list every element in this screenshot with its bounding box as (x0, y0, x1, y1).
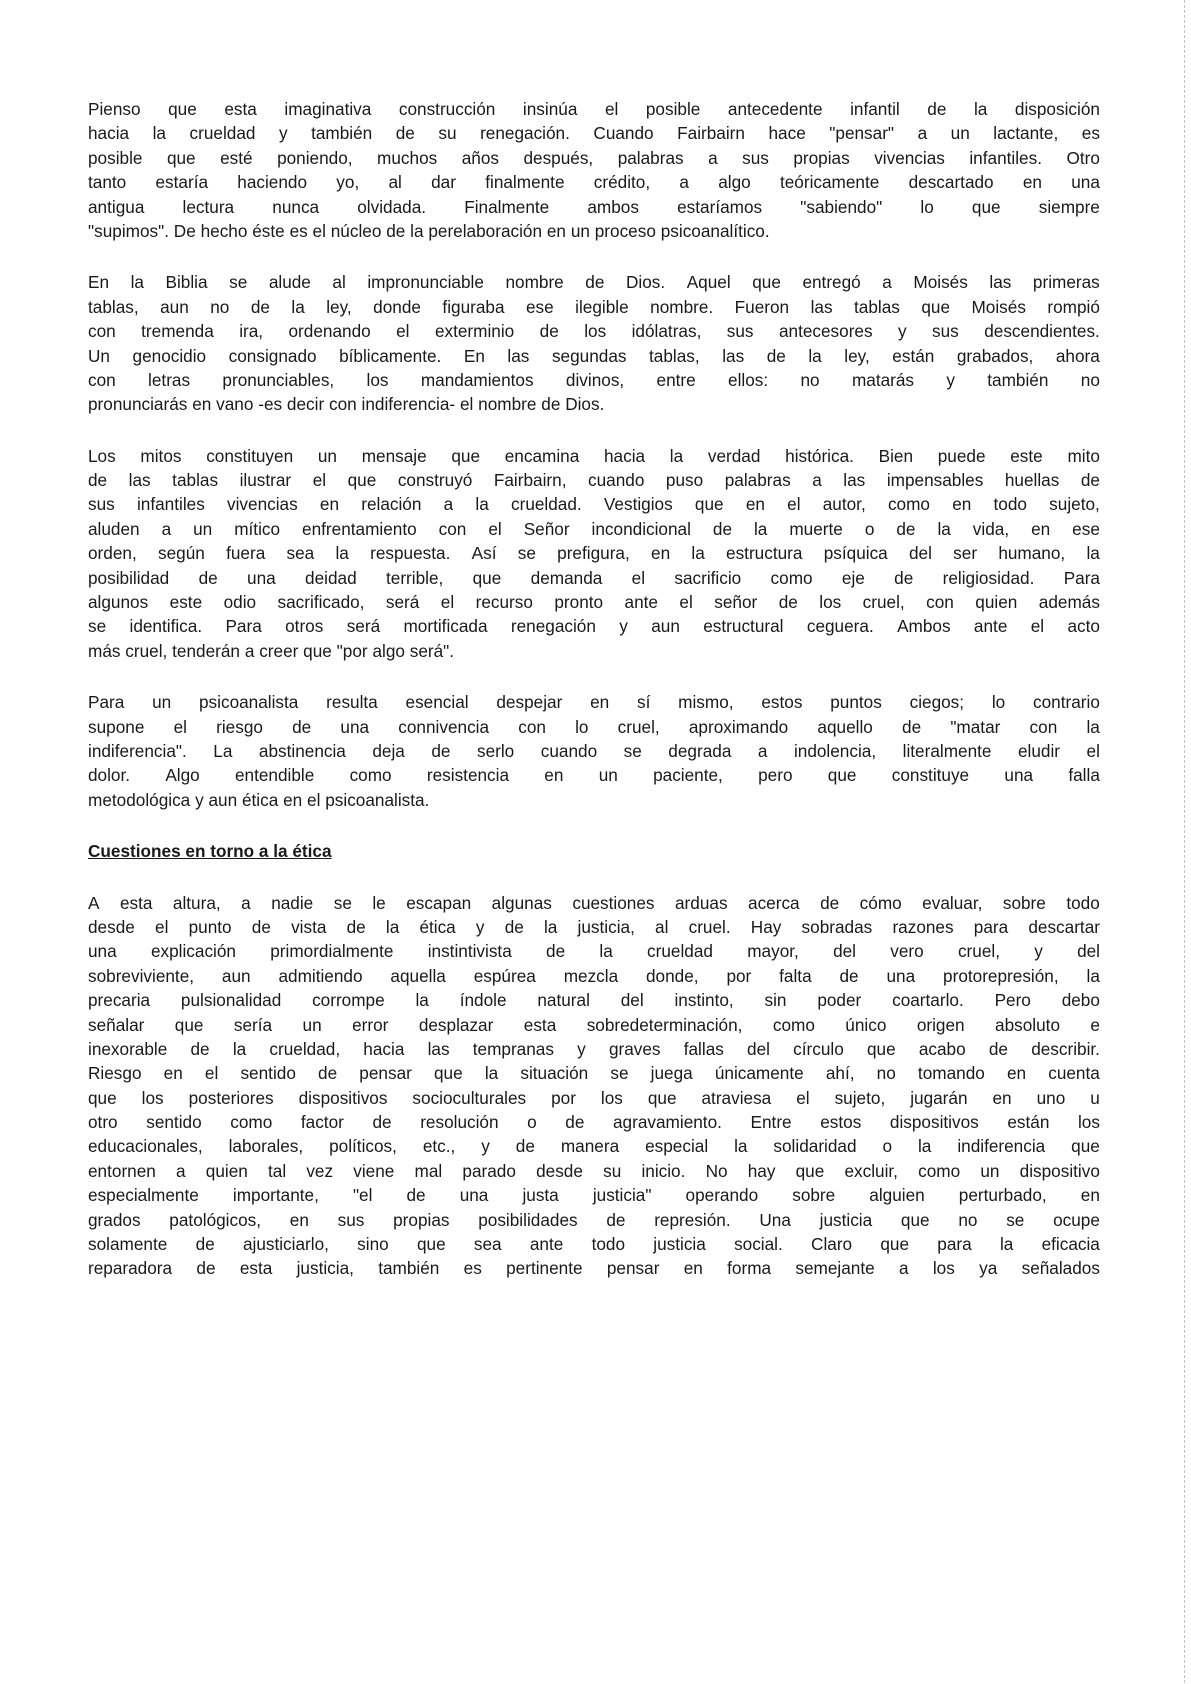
text-line: una explicación primordialmente instintivista de la crueldad mayor, del vero cruel, y del (88, 941, 1100, 962)
text-line: posible que esté poniendo, muchos años después, palabras a sus propias vivencias infantiles. Otro (88, 147, 1100, 168)
text-line: Pienso que esta imaginativa construcción insinúa el posible antecedente infantil de la disposición (88, 99, 1100, 119)
text-line: aluden a un mítico enfrentamiento con el Señor incondicional de la muerte o de la vida, en ese (88, 518, 1100, 539)
text-line: orden, según fuera sea la respuesta. Así se prefigura, en la estructura psíquica del ser humano, la (88, 543, 1100, 564)
text-line: grados patológicos, en sus propias posibilidades de represión. Una justicia que no se ocupe (88, 1209, 1100, 1230)
text-line: Para un psicoanalista resulta esencial despejar en sí mismo, estos puntos ciegos; lo contrario (88, 692, 1100, 713)
text-line: entornen a quien tal vez viene mal parado desde su inicio. No hay que excluir, como un dispositivo (88, 1160, 1100, 1181)
text-line: reparadora de esta justicia, también es pertinente pensar en forma semejante a los ya señalados (88, 1258, 1100, 1279)
text-line: que los posteriores dispositivos socioculturales por los que atraviesa el sujeto, jugarán en uno u (88, 1087, 1100, 1108)
text-line: A esta altura, a nadie se le escapan algunas cuestiones arduas acerca de cómo evaluar, sobre todo (88, 892, 1100, 913)
text-line: En la Biblia se alude al impronunciable nombre de Dios. Aquel que entregó a Moisés las primeras (88, 272, 1100, 293)
paragraph-3 (88, 444, 1100, 664)
text-line: Los mitos constituyen un mensaje que encamina hacia la verdad histórica. Bien puede este mito (88, 445, 1100, 466)
text-line: con tremenda ira, ordenando el exterminio de los idólatras, sus antecesores y sus descendientes. (88, 321, 1100, 342)
text-line: tablas, aun no de la ley, donde figuraba ese ilegible nombre. Fueron las tablas que Moisés rompió (88, 296, 1100, 317)
text-line: antigua lectura nunca olvidada. Finalmente ambos estaríamos "sabiendo" lo que siempre (88, 196, 1100, 217)
scan-edge-line (1184, 0, 1185, 1684)
text-line: posibilidad de una deidad terrible, que demanda el sacrificio como eje de religiosidad. Para (88, 567, 1100, 588)
text-line: Riesgo en el sentido de pensar que la situación se juega únicamente ahí, no tomando en cuenta (88, 1063, 1100, 1084)
text-line: señalar que sería un error desplazar esta sobredeterminación, como único origen absoluto e (88, 1014, 1100, 1035)
text-line: supone el riesgo de una connivencia con lo cruel, aproximando aquello de "matar con la (88, 716, 1100, 737)
text-line: se identifica. Para otros será mortificada renegación y aun estructural ceguera. Ambos ante el acto (88, 616, 1100, 637)
text-line: dolor. Algo entendible como resistencia en un paciente, pero que constituye una falla (88, 765, 1100, 786)
paragraph-2 (88, 270, 1100, 416)
text-line: de las tablas ilustrar el que construyó Fairbairn, cuando puso palabras a las impensables huellas de (88, 470, 1100, 491)
text-line: algunos este odio sacrificado, será el recurso pronto ante el señor de los cruel, con quien además (88, 592, 1100, 613)
text-line: "supimos". De hecho éste es el núcleo de la perelaboración en un proceso psicoanalítico. (88, 220, 770, 241)
text-line: solamente de ajusticiarlo, sino que sea ante todo justicia social. Claro que para la eficacia (88, 1234, 1100, 1255)
paragraph-5 (88, 891, 1100, 1281)
text-line: hacia la crueldad y también de su renegación. Cuando Fairbairn hace "pensar" a un lactante, es (88, 123, 1100, 144)
text-line: Un genocidio consignado bíblicamente. En las segundas tablas, las de la ley, están grabados, ahora (88, 345, 1100, 366)
section-heading: Cuestiones en torno a la ética (88, 841, 332, 862)
text-line: sus infantiles vivencias en relación a la crueldad. Vestigios que en el autor, como en todo sujeto, (88, 494, 1100, 515)
text-line: desde el punto de vista de la ética y de la justicia, al cruel. Hay sobradas razones para descartar (88, 916, 1100, 937)
text-line: más cruel, tenderán a creer que "por algo será". (88, 640, 455, 661)
paragraph-4 (88, 690, 1100, 812)
document-body (88, 97, 1100, 1281)
text-line: tanto estaría haciendo yo, al dar finalmente crédito, a algo teóricamente descartado en una (88, 172, 1100, 193)
text-line: especialmente importante, "el de una justa justicia" operando sobre alguien perturbado, en (88, 1185, 1100, 1206)
text-line: metodológica y aun ética en el psicoanalista. (88, 789, 430, 810)
text-line: otro sentido como factor de resolución o de agravamiento. Entre estos dispositivos están los (88, 1112, 1100, 1133)
text-line: con letras pronunciables, los mandamientos divinos, entre ellos: no matarás y también no (88, 369, 1100, 390)
paragraph-1 (88, 97, 1100, 243)
text-line: sobreviviente, aun admitiendo aquella espúrea mezcla donde, por falta de una protorepresión, la (88, 965, 1100, 986)
text-line: educacionales, laborales, políticos, etc., y de manera especial la solidaridad o la indiferencia que (88, 1136, 1100, 1157)
text-line: precaria pulsionalidad corrompe la índole natural del instinto, sin poder coartarlo. Pero debo (88, 990, 1100, 1011)
text-line: inexorable de la crueldad, hacia las tempranas y graves fallas del círculo que acabo de describir. (88, 1038, 1100, 1059)
text-line: indiferencia". La abstinencia deja de serlo cuando se degrada a indolencia, literalmente eludir el (88, 740, 1100, 761)
text-line: pronunciarás en vano -es decir con indiferencia- el nombre de Dios. (88, 394, 605, 415)
